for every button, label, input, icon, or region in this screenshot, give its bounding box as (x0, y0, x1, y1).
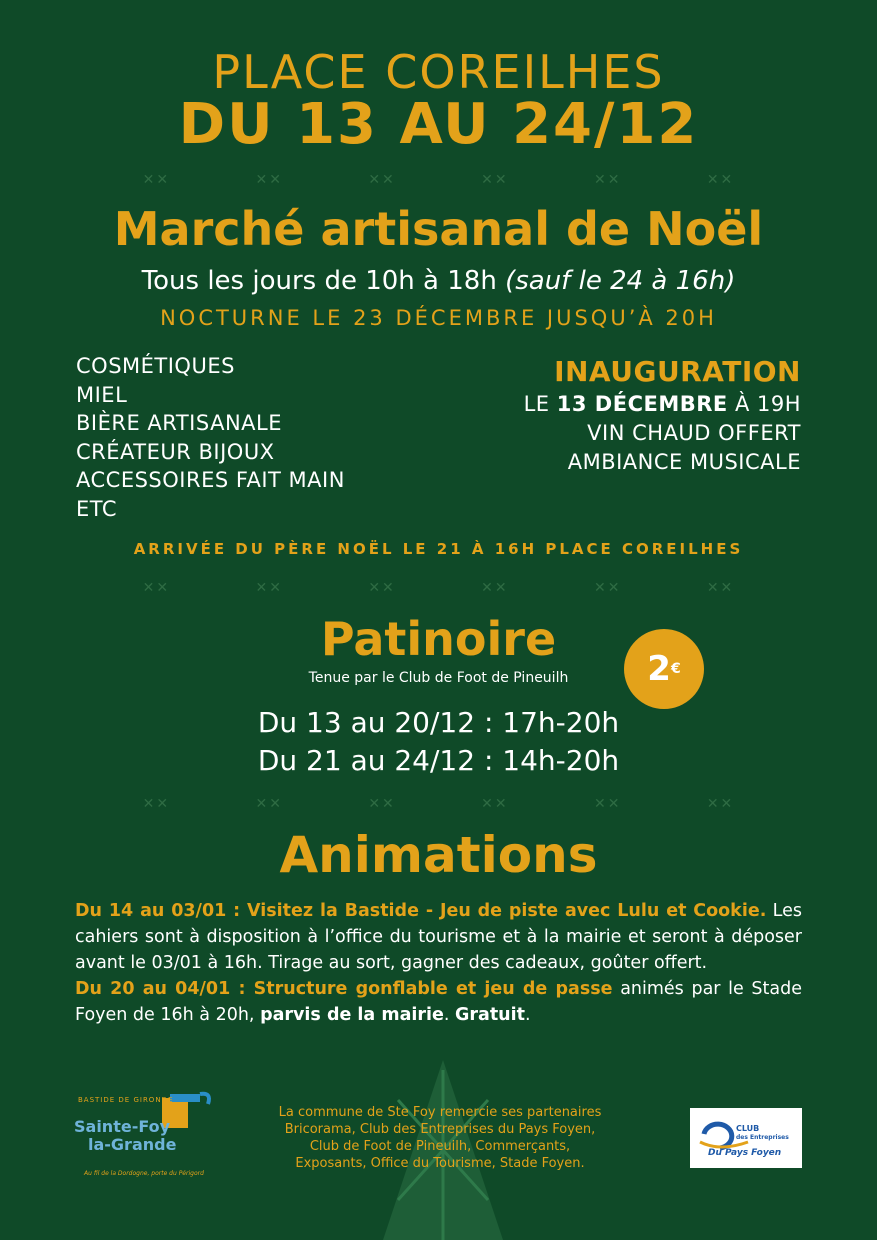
cross-motif-icon: ✕✕ (368, 172, 396, 188)
market-hours (0, 266, 877, 296)
cross-motif-icon: ✕✕ (593, 580, 622, 596)
nocturne-text: NOCTURNE LE 23 DÉCEMBRE JUSQU’À 20H (160, 306, 717, 330)
product-item: COSMÉTIQUES (76, 354, 235, 378)
pere-noel-text: ARRIVÉE DU PÈRE NOËL LE 21 À 16H PLACE COREILHES (133, 540, 744, 558)
inauguration-line: VIN CHAUD OFFERT (587, 421, 801, 445)
cross-motif-icon: ✕✕ (706, 172, 735, 188)
cross-motif-icon: ✕✕ (255, 172, 283, 188)
animation-2-body: animés par le Stade Foyen de 16h à 20h, (75, 979, 802, 1025)
cross-motif-icon: ✕✕ (706, 580, 735, 596)
cross-motif-icon: ✕✕ (255, 580, 283, 596)
products-list (76, 352, 345, 523)
product-item: MIEL (76, 382, 128, 407)
animation-2-head: Du 20 au 04/01 : Structure gonflable et jeu de passe (75, 979, 613, 999)
market-title: Marché artisanal de Noël (113, 202, 764, 256)
animation-2-free: Gratuit (455, 1005, 526, 1025)
decorative-motif-row (0, 580, 877, 596)
cross-motif-icon: ✕✕ (593, 172, 622, 188)
price-badge (624, 629, 704, 709)
cross-motif-icon: ✕✕ (368, 796, 396, 812)
inauguration-date-line (524, 390, 801, 419)
cross-motif-icon: ✕✕ (593, 796, 622, 812)
dates-title: DU 13 AU 24/12 (178, 92, 699, 157)
inauguration-date: 13 DÉCEMBRE (556, 392, 728, 416)
logo-left-name-line: Sainte-Foy (74, 1117, 171, 1136)
cross-motif-icon: ✕✕ (142, 796, 171, 812)
cross-motif-icon: ✕✕ (368, 580, 396, 596)
thanks-line: Bricorama, Club des Entreprises du Pays Foyen, (284, 1122, 596, 1137)
sainte-foy-logo (70, 1090, 220, 1180)
animation-2-place: parvis de la mairie (260, 1005, 444, 1025)
inauguration-line: AMBIANCE MUSICALE (567, 450, 801, 474)
cross-motif-icon: ✕✕ (481, 580, 509, 596)
inauguration-block (524, 354, 801, 477)
animation-1-body: Les cahiers sont à disposition à l’office du tourisme et à la mairie et seront à déposer avant le 03/01 à 16h. Tirage au sort, gagner des cadeaux, goûter offert. (75, 901, 803, 973)
cross-motif-icon: ✕✕ (706, 796, 735, 812)
market-hours-note: (sauf le 24 à 16h) (505, 266, 736, 296)
currency-symbol: € (670, 661, 681, 677)
logo-left-tagline: Au fil de la Dordogne, porte du Périgord (84, 1170, 204, 1177)
price-value: 2 (647, 649, 671, 689)
logo-left-top: BASTIDE DE GIRONDE (78, 1096, 174, 1104)
decorative-motif-row (0, 796, 877, 812)
club-logo-line: des Entreprises (736, 1134, 789, 1141)
club-entreprises-logo (690, 1108, 802, 1168)
patinoire-hours (0, 704, 877, 780)
animation-2-separator: . (443, 1005, 456, 1025)
inauguration-title: INAUGURATION (554, 355, 801, 388)
inauguration-date-pre: LE (523, 392, 557, 416)
thanks-line: Club de Foot de Pineuilh, Commerçants, (309, 1139, 571, 1154)
club-logo-text (736, 1124, 789, 1142)
cross-motif-icon: ✕✕ (142, 580, 171, 596)
club-logo-line: CLUB (736, 1124, 760, 1133)
product-item: ETC (76, 496, 118, 521)
patinoire-subtitle: Tenue par le Club de Foot de Pineuilh (308, 670, 569, 686)
cross-motif-icon: ✕✕ (255, 796, 283, 812)
patinoire-title: Patinoire (320, 612, 557, 666)
thanks-line: Exposants, Office du Tourisme, Stade Foyen. (295, 1156, 585, 1171)
thanks-text (230, 1104, 650, 1172)
product-item: CRÉATEUR BIJOUX (76, 439, 275, 464)
club-logo-line: Du Pays Foyen (708, 1148, 782, 1158)
animation-1-head: Du 14 au 03/01 : Visitez la Bastide - Jeu de piste avec Lulu et Cookie. (75, 901, 767, 921)
patinoire-hours-line: Du 13 au 20/12 : 17h-20h (257, 706, 620, 739)
animation-2-end: . (525, 1005, 531, 1025)
inauguration-time: À 19H (727, 392, 801, 416)
logo-left-name-line: la-Grande (88, 1135, 177, 1154)
decorative-motif-row (0, 172, 877, 188)
product-item: BIÈRE ARTISANALE (76, 411, 282, 435)
market-hours-text: Tous les jours de 10h à 18h (141, 266, 497, 296)
cross-motif-icon: ✕✕ (481, 796, 509, 812)
animations-text (75, 898, 802, 1028)
place-title: PLACE COREILHES (212, 45, 665, 99)
product-item: ACCESSOIRES FAIT MAIN (76, 468, 345, 492)
thanks-line: La commune de Ste Foy remercie ses partenaires (278, 1105, 602, 1120)
cross-motif-icon: ✕✕ (142, 172, 171, 188)
logo-left-name (74, 1118, 176, 1154)
patinoire-hours-line: Du 21 au 24/12 : 14h-20h (257, 744, 620, 777)
animations-title: Animations (279, 826, 598, 884)
cross-motif-icon: ✕✕ (481, 172, 509, 188)
